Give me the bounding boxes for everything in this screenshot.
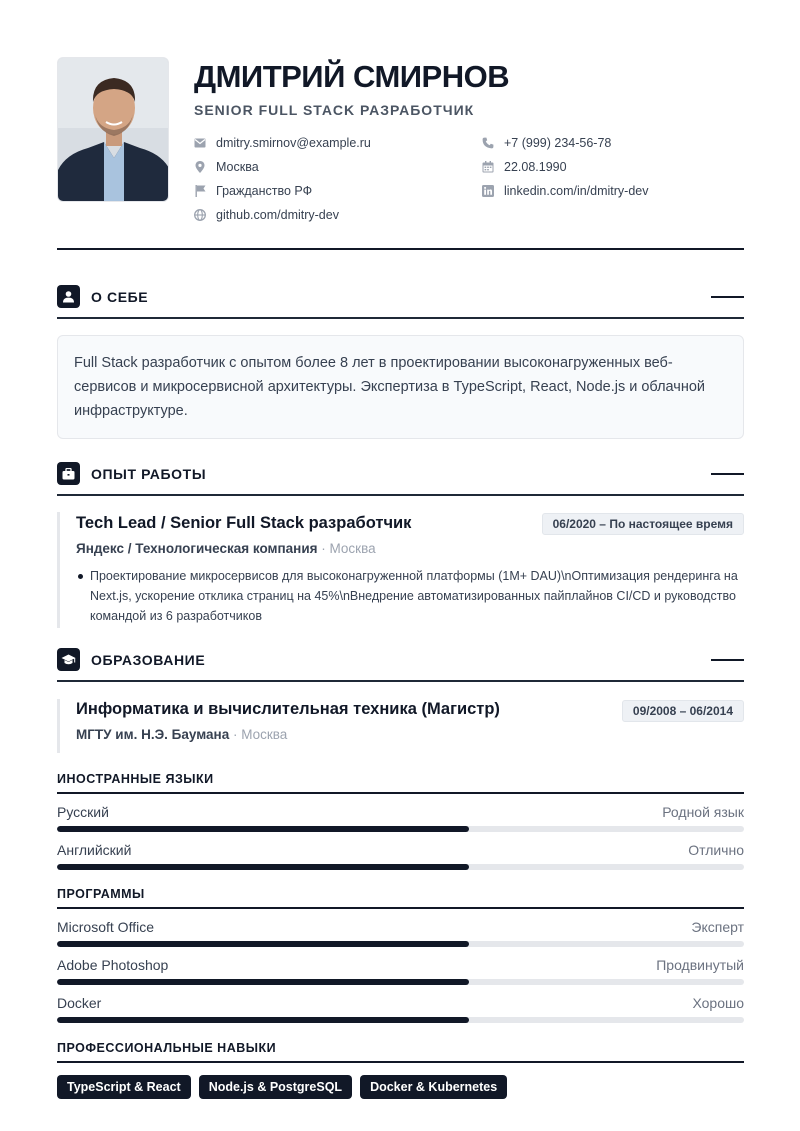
school xyxy=(76,727,744,742)
contact-city xyxy=(194,160,259,174)
contact-citizenship xyxy=(194,184,312,198)
software-heading: ПРОГРАММЫ xyxy=(57,887,744,909)
job-location: · Москва xyxy=(317,541,376,556)
briefcase-icon xyxy=(57,462,80,485)
profile-photo-illustration xyxy=(58,58,169,202)
user-icon xyxy=(57,285,80,308)
phone-icon xyxy=(482,137,494,149)
software-name: Adobe Photoshop xyxy=(57,957,169,973)
skill-tag: TypeScript & React xyxy=(57,1075,191,1099)
resume-header xyxy=(57,57,744,249)
software-level: Хорошо xyxy=(692,995,744,1011)
experience-entry xyxy=(57,512,744,628)
map-pin-icon xyxy=(194,161,206,173)
contact-birthdate-text: 22.08.1990 xyxy=(504,160,567,174)
language-bar-fill xyxy=(57,864,469,870)
language-level: Родной язык xyxy=(662,804,744,820)
skills-section xyxy=(57,1041,744,1099)
globe-icon xyxy=(194,209,206,221)
skill-tag: Node.js & PostgreSQL xyxy=(199,1075,352,1099)
contact-email[interactable] xyxy=(194,136,371,150)
software-section xyxy=(57,887,744,1027)
language-bar-fill xyxy=(57,826,469,832)
heading-underline xyxy=(57,317,744,319)
heading-underline xyxy=(57,680,744,682)
profile-photo xyxy=(57,57,169,202)
software-bar xyxy=(57,1017,744,1023)
job-title: Tech Lead / Senior Full Stack разработчик xyxy=(76,514,412,532)
education-heading-row xyxy=(57,646,744,682)
about-section xyxy=(57,283,744,439)
software-row xyxy=(57,913,744,951)
contact-phone-text: +7 (999) 234-56-78 xyxy=(504,136,612,150)
calendar-icon xyxy=(482,161,494,173)
job-company-name: Яндекс / Технологическая компания xyxy=(76,541,318,556)
candidate-title: SENIOR FULL STACK РАЗРАБОТЧИК xyxy=(194,102,475,118)
education-section xyxy=(57,646,744,753)
degree-dates: 09/2008 – 06/2014 xyxy=(622,700,744,722)
experience-heading-row xyxy=(57,460,744,496)
header-divider xyxy=(57,248,744,250)
degree-title: Информатика и вычислительная техника (Магистр) xyxy=(76,700,500,718)
contact-github[interactable] xyxy=(194,208,339,222)
heading-underline xyxy=(57,494,744,496)
about-heading: О СЕБЕ xyxy=(91,289,149,305)
software-row xyxy=(57,989,744,1027)
heading-dash xyxy=(711,296,744,298)
language-name: Английский xyxy=(57,842,132,858)
software-row xyxy=(57,951,744,989)
job-dates: 06/2020 – По настоящее время xyxy=(542,513,744,535)
job-description: Проектирование микросервисов для высоконагруженной платформы (1M+ DAU)\nОптимизация рендеринга на Next.js, ускорение отклика страниц на 45%\nВнедрение автоматизированных пайплайнов CI/CD и руководство командой из 6 разработчиков xyxy=(76,566,744,626)
language-bar xyxy=(57,864,744,870)
job-company xyxy=(76,541,744,556)
resume-page xyxy=(57,57,744,1099)
experience-heading: ОПЫТ РАБОТЫ xyxy=(91,466,207,482)
software-bar-fill xyxy=(57,941,469,947)
language-row xyxy=(57,836,744,874)
language-name: Русский xyxy=(57,804,109,820)
school-name: МГТУ им. Н.Э. Баумана xyxy=(76,727,230,742)
experience-section xyxy=(57,460,744,628)
skill-tag: Docker & Kubernetes xyxy=(360,1075,507,1099)
about-heading-row xyxy=(57,283,744,319)
graduation-cap-icon xyxy=(57,648,80,671)
school-location: · Москва xyxy=(229,727,288,742)
education-entry xyxy=(57,699,744,753)
software-bar-fill xyxy=(57,979,469,985)
linkedin-icon xyxy=(482,185,494,197)
envelope-icon xyxy=(194,137,206,149)
software-name: Microsoft Office xyxy=(57,919,154,935)
contact-email-text: dmitry.smirnov@example.ru xyxy=(216,136,371,150)
languages-section xyxy=(57,772,744,874)
contact-linkedin-text: linkedin.com/in/dmitry-dev xyxy=(504,184,649,198)
software-name: Docker xyxy=(57,995,102,1011)
language-row xyxy=(57,798,744,836)
heading-dash xyxy=(711,473,744,475)
software-bar xyxy=(57,979,744,985)
software-bar-fill xyxy=(57,1017,469,1023)
heading-dash xyxy=(711,659,744,661)
contact-birthdate xyxy=(482,160,567,174)
contact-city-text: Москва xyxy=(216,160,259,174)
candidate-name: ДМИТРИЙ СМИРНОВ xyxy=(194,59,510,94)
languages-heading: ИНОСТРАННЫЕ ЯЗЫКИ xyxy=(57,772,744,794)
education-heading: ОБРАЗОВАНИЕ xyxy=(91,652,206,668)
skills-heading: ПРОФЕССИОНАЛЬНЫЕ НАВЫКИ xyxy=(57,1041,744,1063)
software-bar xyxy=(57,941,744,947)
about-text: Full Stack разработчик с опытом более 8 лет в проектировании высоконагруженных веб-сервисов и микросервисной архитектуры. Экспертиза в TypeScript, React, Node.js и облачной инфраструктуре. xyxy=(57,335,744,439)
contact-phone[interactable] xyxy=(482,136,611,150)
language-level: Отлично xyxy=(688,842,744,858)
skill-tags xyxy=(57,1075,744,1099)
contact-github-text: github.com/dmitry-dev xyxy=(216,208,339,222)
software-level: Эксперт xyxy=(691,919,744,935)
contact-linkedin[interactable] xyxy=(482,184,649,198)
software-level: Продвинутый xyxy=(656,957,744,973)
contact-citizenship-text: Гражданство РФ xyxy=(216,184,313,198)
flag-icon xyxy=(194,185,206,197)
language-bar xyxy=(57,826,744,832)
